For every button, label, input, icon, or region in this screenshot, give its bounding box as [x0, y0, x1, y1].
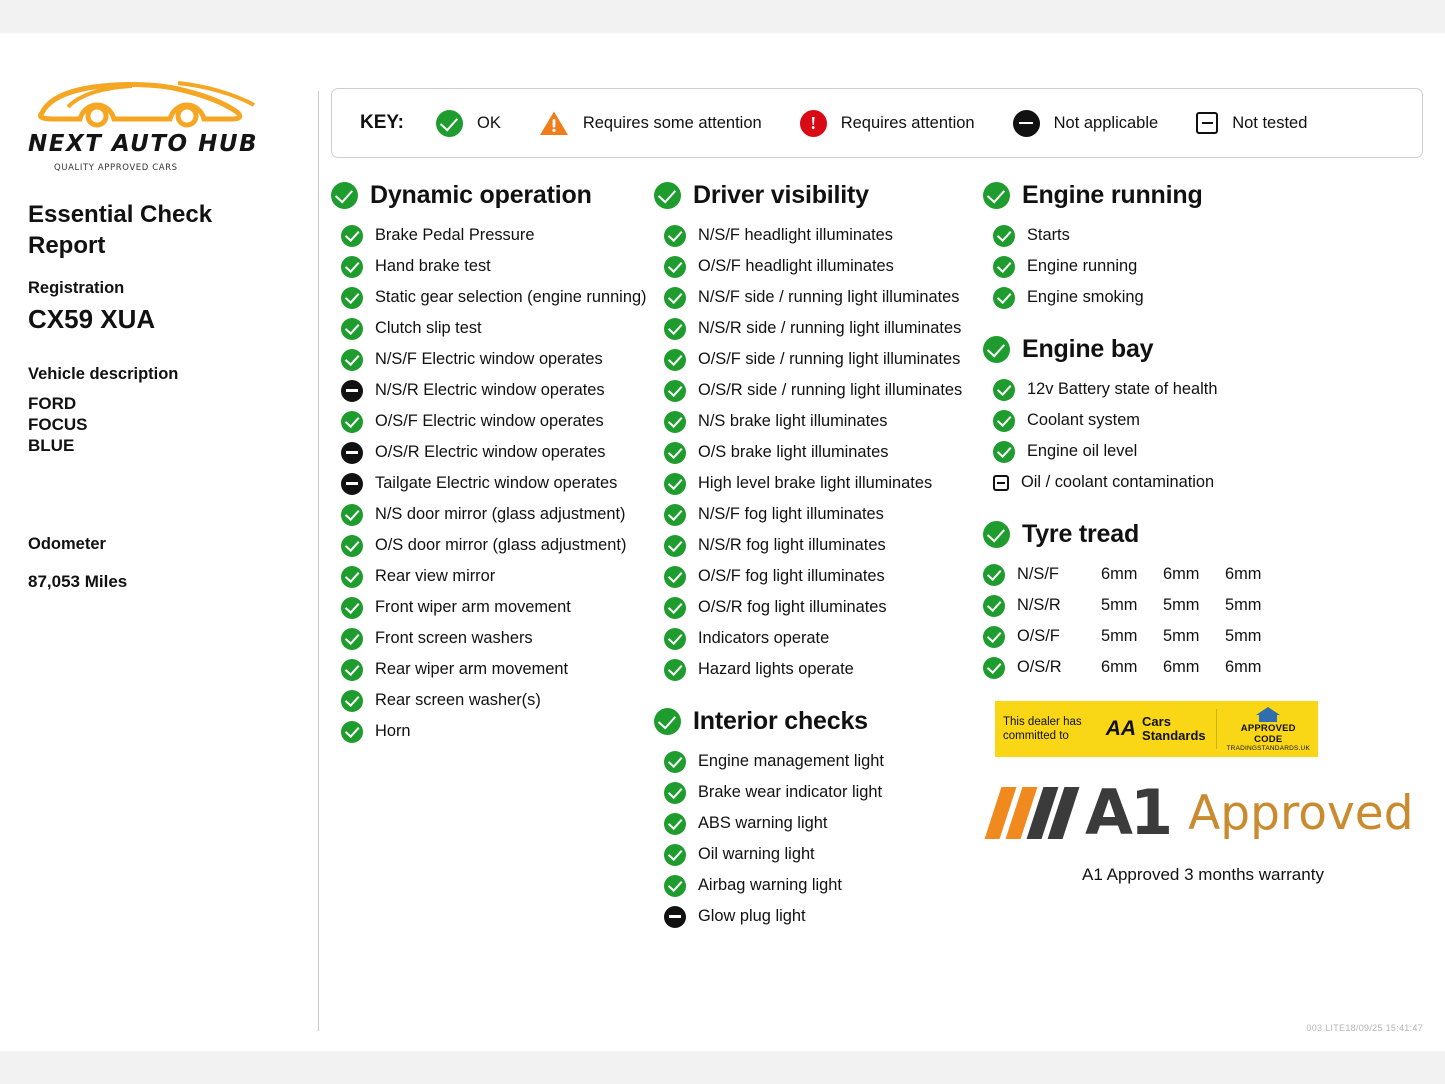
check-row: [331, 654, 661, 685]
tyre-row: [983, 621, 1431, 652]
ok-icon: [664, 473, 686, 495]
key-item-ok: [436, 110, 501, 137]
check-row: [983, 220, 1431, 251]
aa-cars-standards-badge: [995, 701, 1318, 757]
check-label: Airbag warning light: [698, 876, 842, 894]
tyre-depth: 5mm: [1101, 596, 1138, 614]
key-item-not-tested: [1196, 112, 1307, 134]
ok-icon: [654, 182, 681, 209]
check-label: Oil warning light: [698, 845, 815, 863]
not-tested-icon: [993, 475, 1009, 491]
aa-committed-line2: committed to: [1003, 730, 1069, 742]
check-label: Engine smoking: [1027, 288, 1144, 306]
check-row: [983, 374, 1431, 405]
check-label: N/S/R Electric window operates: [375, 381, 605, 399]
column-driver-visibility: [654, 181, 984, 932]
a1-mark: A1: [1085, 776, 1171, 849]
ok-icon: [664, 597, 686, 619]
key-label-not-applicable: Not applicable: [1053, 113, 1159, 132]
tyre-depth: 5mm: [1225, 627, 1262, 645]
check-row: [331, 282, 661, 313]
check-label: Clutch slip test: [375, 319, 482, 337]
tyre-depth: 5mm: [1163, 627, 1200, 645]
check-row: [654, 282, 984, 313]
aa-cars: Cars: [1142, 713, 1171, 729]
check-row: [654, 808, 984, 839]
section-header-engine-running: [983, 181, 1431, 210]
dealer-logo: [28, 67, 296, 173]
tyre-row: [983, 559, 1431, 590]
check-label: Starts: [1027, 226, 1070, 244]
tyre-position: N/S/F: [1017, 565, 1059, 583]
aa-logo-group: [1106, 715, 1206, 744]
aa-standards: Standards: [1142, 728, 1206, 743]
check-row: [331, 499, 661, 530]
check-label: O/S/F headlight illuminates: [698, 257, 894, 275]
ok-icon: [341, 659, 363, 681]
check-row: [331, 313, 661, 344]
section-header-engine-bay: [983, 335, 1431, 364]
document-id: 003 LITE18/09/25 15:41:47: [1306, 1023, 1423, 1033]
check-row: [331, 468, 661, 499]
approved-code-text: APPROVED CODE: [1240, 723, 1296, 745]
a1-approved-word: Approved: [1188, 785, 1414, 841]
house-icon: [1255, 706, 1281, 723]
aa-logo: AA: [1105, 717, 1137, 740]
key-label-ok: OK: [476, 113, 501, 132]
key-legend: [331, 88, 1423, 158]
vehicle-make: FORD: [28, 394, 77, 414]
check-row: [654, 468, 984, 499]
section-header-interior-checks: [654, 707, 984, 736]
tyre-depth: 6mm: [1163, 658, 1200, 676]
ok-icon: [983, 626, 1005, 648]
not-applicable-icon: [341, 380, 363, 402]
ok-icon: [341, 411, 363, 433]
not-applicable-icon: [1013, 110, 1040, 137]
check-label: Engine running: [1027, 257, 1138, 275]
key-item-attention: [800, 110, 975, 137]
aa-cars-standards-text: [1142, 715, 1206, 744]
ok-icon: [341, 628, 363, 650]
ok-icon: [664, 751, 686, 773]
ok-icon: [983, 182, 1010, 209]
check-row: [654, 406, 984, 437]
ok-icon: [983, 657, 1005, 679]
tyre-depth: 6mm: [1163, 565, 1200, 583]
check-label: O/S door mirror (glass adjustment): [375, 536, 627, 554]
ok-icon: [341, 349, 363, 371]
check-row: [331, 375, 661, 406]
key-item-some-attention: [539, 110, 762, 137]
check-row: [331, 685, 661, 716]
section-header-tyre-tread: [983, 520, 1431, 549]
ok-icon: [664, 504, 686, 526]
check-label: O/S/R fog light illuminates: [698, 598, 887, 616]
check-row: [331, 344, 661, 375]
check-label: O/S/F Electric window operates: [375, 412, 604, 430]
section-header-dynamic-operation: [331, 181, 661, 210]
check-row: [331, 437, 661, 468]
key-label-some-attention: Requires some attention: [582, 113, 762, 132]
check-label: Glow plug light: [698, 907, 806, 925]
ok-icon: [341, 690, 363, 712]
check-row: [983, 436, 1431, 467]
section-title: Engine running: [1022, 181, 1203, 209]
vertical-divider: [318, 91, 319, 1031]
check-row: [331, 220, 661, 251]
ok-icon: [664, 225, 686, 247]
vehicle-model: FOCUS: [28, 415, 88, 435]
tyre-position: O/S/F: [1017, 627, 1060, 645]
dealer-name: NEXT AUTO HUB: [28, 131, 259, 157]
report-page: [0, 33, 1445, 1051]
ok-icon: [341, 256, 363, 278]
ok-icon: [664, 813, 686, 835]
odometer-value: 87,053 Miles: [28, 571, 128, 591]
ok-icon: [664, 535, 686, 557]
vehicle-description-label: Vehicle description: [28, 365, 179, 384]
section-title: Driver visibility: [693, 181, 869, 209]
check-label: Oil / coolant contamination: [1021, 473, 1215, 491]
ok-icon: [664, 782, 686, 804]
ok-icon: [983, 564, 1005, 586]
tyre-depth: 5mm: [1101, 627, 1138, 645]
check-label: Hazard lights operate: [698, 660, 854, 678]
check-row: [331, 623, 661, 654]
check-row: [331, 251, 661, 282]
tyre-depth: 5mm: [1225, 596, 1262, 614]
check-row: [983, 467, 1431, 498]
check-row: [654, 313, 984, 344]
ok-icon: [664, 349, 686, 371]
page-title: Essential Check Report: [28, 201, 213, 260]
check-label: Static gear selection (engine running): [375, 288, 647, 306]
not-applicable-icon: [341, 473, 363, 495]
ok-icon: [341, 287, 363, 309]
check-row: [331, 406, 661, 437]
tyre-depth: 6mm: [1101, 658, 1138, 676]
registration-label: Registration: [28, 279, 125, 298]
ok-icon: [341, 318, 363, 340]
ok-icon: [341, 566, 363, 588]
check-row: [983, 282, 1431, 313]
dynamic-operation-list: [331, 220, 661, 747]
sidebar: [0, 33, 318, 1051]
odometer-label: Odometer: [28, 534, 106, 553]
check-label: N/S/R fog light illuminates: [698, 536, 886, 554]
check-label: N/S/F headlight illuminates: [698, 226, 893, 244]
not-applicable-icon: [341, 442, 363, 464]
check-label: Rear wiper arm movement: [375, 660, 569, 678]
check-label: Engine oil level: [1027, 442, 1138, 460]
ok-icon: [993, 225, 1015, 247]
check-label: N/S/R side / running light illuminates: [698, 319, 962, 337]
registration-value: CX59 XUA: [28, 304, 156, 335]
tyre-position: N/S/R: [1017, 596, 1061, 614]
check-row: [331, 716, 661, 747]
tyre-depth: 6mm: [1101, 565, 1138, 583]
a1-warranty-note: A1 Approved 3 months warranty: [1082, 865, 1324, 884]
check-label: O/S/R side / running light illuminates: [698, 381, 963, 399]
ok-icon: [983, 595, 1005, 617]
ok-icon: [341, 721, 363, 743]
check-row: [654, 746, 984, 777]
aa-committed-line1: This dealer has: [1003, 715, 1082, 728]
section-header-driver-visibility: [654, 181, 984, 210]
ok-icon: [341, 597, 363, 619]
driver-visibility-list: [654, 220, 984, 685]
check-label: O/S/R Electric window operates: [375, 443, 606, 461]
ok-icon: [654, 708, 681, 735]
check-label: Brake wear indicator light: [698, 783, 883, 801]
section-title: Interior checks: [693, 707, 868, 735]
ok-icon: [341, 225, 363, 247]
interior-checks-list: [654, 746, 984, 932]
ok-icon: [664, 442, 686, 464]
key-item-not-applicable: [1013, 110, 1159, 137]
key-label-not-tested: Not tested: [1232, 113, 1308, 132]
check-label: N/S/F side / running light illuminates: [698, 288, 960, 306]
tyre-position: O/S/R: [1017, 658, 1062, 676]
ok-icon: [664, 875, 686, 897]
check-label: Rear view mirror: [375, 567, 496, 585]
check-label: High level brake light illuminates: [698, 474, 933, 492]
check-label: ABS warning light: [698, 814, 828, 832]
check-label: 12v Battery state of health: [1027, 380, 1218, 398]
ok-icon: [993, 379, 1015, 401]
ok-icon: [983, 521, 1010, 548]
section-title: Dynamic operation: [370, 181, 592, 209]
tyre-tread-list: [983, 559, 1431, 683]
check-label: O/S/F side / running light illuminates: [698, 350, 961, 368]
trading-standards-text: TRADINGSTANDARDS.UK: [1226, 745, 1310, 752]
check-row: [654, 375, 984, 406]
check-row: [983, 251, 1431, 282]
check-row: [654, 901, 984, 932]
check-label: O/S/F fog light illuminates: [698, 567, 885, 585]
ok-icon: [664, 380, 686, 402]
ok-icon: [664, 256, 686, 278]
not-tested-icon: [1196, 112, 1218, 134]
check-label: Hand brake test: [375, 257, 491, 275]
check-label: Tailgate Electric window operates: [375, 474, 618, 492]
a1-stripes-icon: [985, 787, 1086, 839]
check-label: N/S brake light illuminates: [698, 412, 888, 430]
ok-icon: [993, 256, 1015, 278]
column-engine-and-tyres: [983, 181, 1431, 885]
check-row: [654, 220, 984, 251]
section-title: Tyre tread: [1022, 520, 1140, 548]
ok-icon: [664, 411, 686, 433]
ok-icon: [993, 287, 1015, 309]
vehicle-colour: BLUE: [28, 435, 75, 455]
check-label: Front screen washers: [375, 629, 533, 647]
check-label: N/S/F fog light illuminates: [698, 505, 884, 523]
check-row: [654, 839, 984, 870]
key-title: KEY:: [360, 112, 404, 133]
check-label: Coolant system: [1027, 411, 1140, 429]
check-row: [654, 251, 984, 282]
tyre-row: [983, 590, 1431, 621]
check-label: Front wiper arm movement: [375, 598, 571, 616]
check-row: [654, 530, 984, 561]
check-row: [654, 437, 984, 468]
badge-divider: [1216, 709, 1217, 749]
check-label: O/S brake light illuminates: [698, 443, 889, 461]
check-row: [654, 777, 984, 808]
check-row: [654, 870, 984, 901]
check-label: Engine management light: [698, 752, 884, 770]
warning-triangle-icon: [539, 110, 569, 137]
ok-icon: [664, 844, 686, 866]
check-label: N/S/F Electric window operates: [375, 350, 603, 368]
ok-icon: [664, 318, 686, 340]
column-dynamic-operation: [331, 181, 661, 747]
tyre-depth: 5mm: [1163, 596, 1200, 614]
approved-code-group: [1227, 706, 1311, 752]
car-logo-icon: [28, 67, 258, 129]
section-title: Engine bay: [1022, 335, 1154, 363]
tyre-row: [983, 652, 1431, 683]
ok-icon: [993, 410, 1015, 432]
check-label: Brake Pedal Pressure: [375, 226, 535, 244]
check-row: [654, 654, 984, 685]
ok-icon: [664, 628, 686, 650]
ok-icon: [341, 504, 363, 526]
check-row: [654, 623, 984, 654]
a1-approved-logo: [993, 776, 1431, 849]
tyre-depth: 6mm: [1225, 658, 1262, 676]
engine-running-list: [983, 220, 1431, 313]
ok-icon: [341, 535, 363, 557]
ok-icon: [331, 182, 358, 209]
aa-committed-text: [1003, 715, 1106, 744]
check-row: [654, 499, 984, 530]
engine-bay-list: [983, 374, 1431, 498]
ok-icon: [993, 441, 1015, 463]
check-row: [331, 530, 661, 561]
check-row: [983, 405, 1431, 436]
check-row: [654, 344, 984, 375]
check-row: [331, 592, 661, 623]
not-applicable-icon: [664, 906, 686, 928]
check-label: N/S door mirror (glass adjustment): [375, 505, 626, 523]
key-label-attention: Requires attention: [840, 113, 975, 132]
check-row: [654, 592, 984, 623]
check-label: Indicators operate: [698, 629, 830, 647]
check-label: Rear screen washer(s): [375, 691, 541, 709]
ok-icon: [436, 110, 463, 137]
dealer-tagline: QUALITY APPROVED CARS: [54, 163, 178, 173]
check-row: [654, 561, 984, 592]
ok-icon: [664, 287, 686, 309]
check-row: [331, 561, 661, 592]
requires-attention-icon: !: [800, 110, 827, 137]
check-label: Horn: [375, 722, 411, 740]
ok-icon: [664, 659, 686, 681]
ok-icon: [983, 336, 1010, 363]
ok-icon: [664, 566, 686, 588]
tyre-depth: 6mm: [1225, 565, 1262, 583]
